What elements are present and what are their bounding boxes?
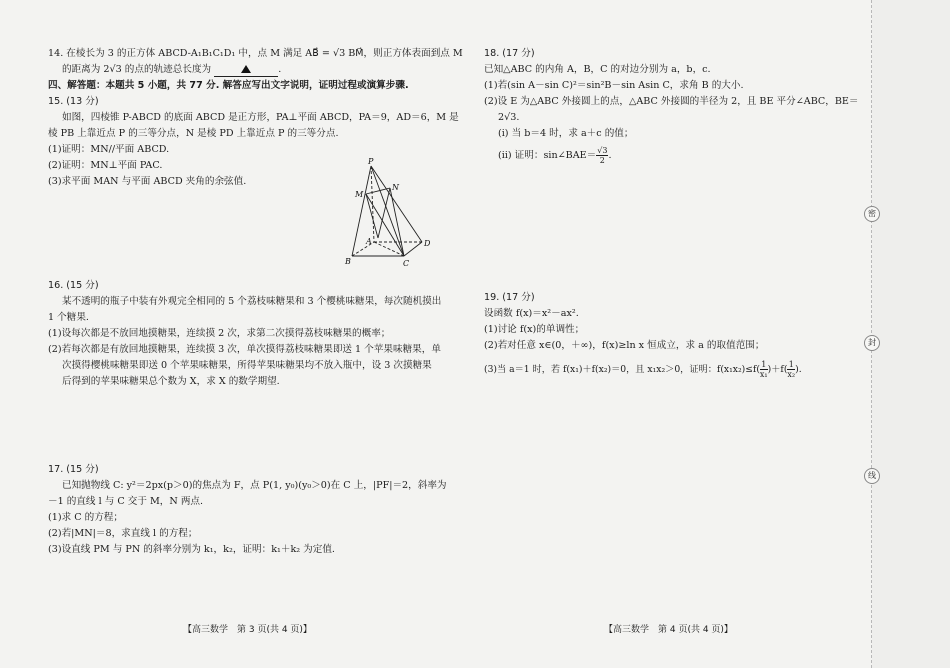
label-M: M — [355, 190, 364, 199]
fraction-1-over-x1: $\frac{1}{\text{x₁}}$ — [759, 360, 768, 379]
triangle-marker-icon — [241, 65, 251, 73]
q18-part2ii: (ⅱ) 证明：sin∠BAE＝ $\frac{√3}{2}$ . — [498, 146, 612, 165]
q16-part2b: 次摸得樱桃味糖果即送 0 个苹果味糖果，所得苹果味糖果均不放入瓶中，设 3 次摸糖果 — [62, 360, 432, 371]
q17-head: 17. (15 分) — [48, 464, 99, 475]
fraction-1-over-x2: $\frac{1}{\text{x₂}}$ — [787, 360, 796, 379]
question-16 — [48, 278, 442, 390]
q19-part3: (3)当 a＝1 时，若 f(x₁)＋f(x₂)＝0，且 x₁x₂＞0，证明：f(x₁x₂)≤f( $\frac{1}{\text{x₁}}$ )＋f( $\frac{1}{\text{x₂}}$ ). — [484, 360, 802, 379]
question-19 — [484, 290, 864, 379]
q15-part1: (1)证明：MN//平面 ABCD. — [48, 144, 170, 155]
label-N: N — [392, 183, 399, 192]
q16-part2a: (2)若每次都是有放回地摸糖果，连续摸 3 次，单次摸得荔枝味糖果即送 1 个苹果味糖果，单 — [48, 344, 441, 355]
section-header: 四、解答题：本题共 5 小题，共 77 分. 解答应写出文字说明，证明过程或演算步骤. — [48, 80, 409, 91]
binding-margin — [872, 0, 950, 668]
question-17 — [48, 462, 447, 558]
question-14: 14. 在棱长为 3 的正方体 ABCD-A₁B₁C₁D₁ 中，点 M 满足 AB⃗ = √3 BM⃗，则正方体表面到点 M 的距离为 2√3 的点的轨迹总长度为 . — [48, 48, 463, 75]
q16-part2c: 后得到的苹果味糖果总个数为 X，求 X 的数学期望. — [62, 376, 280, 387]
q16-line2: 1 个糖果. — [48, 312, 89, 323]
seal-feng: 封 — [864, 335, 880, 351]
right-page-footer: 【高三数学 第 4 页(共 4 页)】 — [604, 625, 733, 635]
q14-line1: 14. 在棱长为 3 的正方体 ABCD-A₁B₁C₁D₁ 中，点 M 满足 AB⃗ = √3 BM⃗，则正方体表面到点 M — [48, 48, 463, 59]
label-B: B — [345, 257, 351, 266]
answer-blank — [214, 64, 278, 77]
q19-line1: 设函数 f(x)＝x²－ax². — [484, 308, 579, 319]
label-P: P — [368, 158, 374, 166]
q18-part1: (1)若(sin A－sin C)²＝sin²B－sin Asin C，求角 B 的大小. — [484, 80, 744, 91]
q15-head: 15. (13 分) — [48, 96, 99, 107]
q19-part2: (2)若对任意 x∈(0，＋∞)，f(x)≥ln x 恒成立，求 a 的取值范围； — [484, 340, 765, 351]
label-A: A — [366, 237, 372, 246]
q14-line2: 的距离为 2√3 的点的轨迹总长度为 — [62, 64, 212, 75]
q18-part2a: (2)设 E 为△ABC 外接圆上的点，△ABC 外接圆的半径为 2，且 BE 平分∠ABC，BE＝ — [484, 96, 859, 107]
q16-line1: 某不透明的瓶子中装有外观完全相同的 5 个荔枝味糖果和 3 个樱桃味糖果，每次随机摸出 — [62, 296, 442, 307]
question-18 — [484, 46, 859, 165]
q15-part2: (2)证明：MN⊥平面 PAC. — [48, 160, 163, 171]
q17-line2: －1 的直线 l 与 C 交于 M，N 两点. — [48, 496, 204, 507]
q15-line1: 如图，四棱锥 P-ABCD 的底面 ABCD 是正方形，PA⊥平面 ABCD，PA＝9，AD＝6，M 是 — [62, 112, 459, 123]
q18-line1: 已知△ABC 的内角 A，B，C 的对边分别为 a，b，c. — [484, 64, 711, 75]
seal-xian: 线 — [864, 468, 880, 484]
q15-part3: (3)求平面 MAN 与平面 ABCD 夹角的余弦值. — [48, 176, 247, 187]
label-C: C — [403, 259, 410, 268]
q18-part2b: 2√3. — [498, 112, 520, 123]
seal-mi: 密 — [864, 206, 880, 222]
q19-part1: (1)讨论 f(x)的单调性； — [484, 324, 585, 335]
q18-head: 18. (17 分) — [484, 48, 535, 59]
q17-part3: (3)设直线 PM 与 PN 的斜率分别为 k₁，k₂，证明：k₁＋k₂ 为定值. — [48, 544, 335, 555]
cut-line — [871, 0, 872, 668]
fraction-sqrt3-over-2: $\frac{√3}{2}$ — [597, 146, 608, 165]
pyramid-figure — [344, 158, 439, 270]
label-D: D — [424, 239, 431, 248]
q18-part2i: (ⅰ) 当 b＝4 时，求 a＋c 的值； — [498, 128, 634, 139]
q17-part1: (1)求 C 的方程； — [48, 512, 123, 523]
q15-line2: 棱 PB 上靠近点 P 的三等分点，N 是棱 PD 上靠近点 P 的三等分点. — [48, 128, 339, 139]
left-page-footer: 【高三数学 第 3 页(共 4 页)】 — [183, 625, 312, 635]
q16-head: 16. (15 分) — [48, 280, 99, 291]
q16-part1: (1)设每次都是不放回地摸糖果，连续摸 2 次，求第二次摸得荔枝味糖果的概率； — [48, 328, 391, 339]
q17-part2: (2)若|MN|＝8，求直线 l 的方程； — [48, 528, 198, 539]
q19-head: 19. (17 分) — [484, 292, 535, 303]
q17-line1: 已知抛物线 C: y²＝2px(p＞0)的焦点为 F，点 P(1, y₀)(y₀＞0)在 C 上，|PF|＝2，斜率为 — [62, 480, 447, 491]
